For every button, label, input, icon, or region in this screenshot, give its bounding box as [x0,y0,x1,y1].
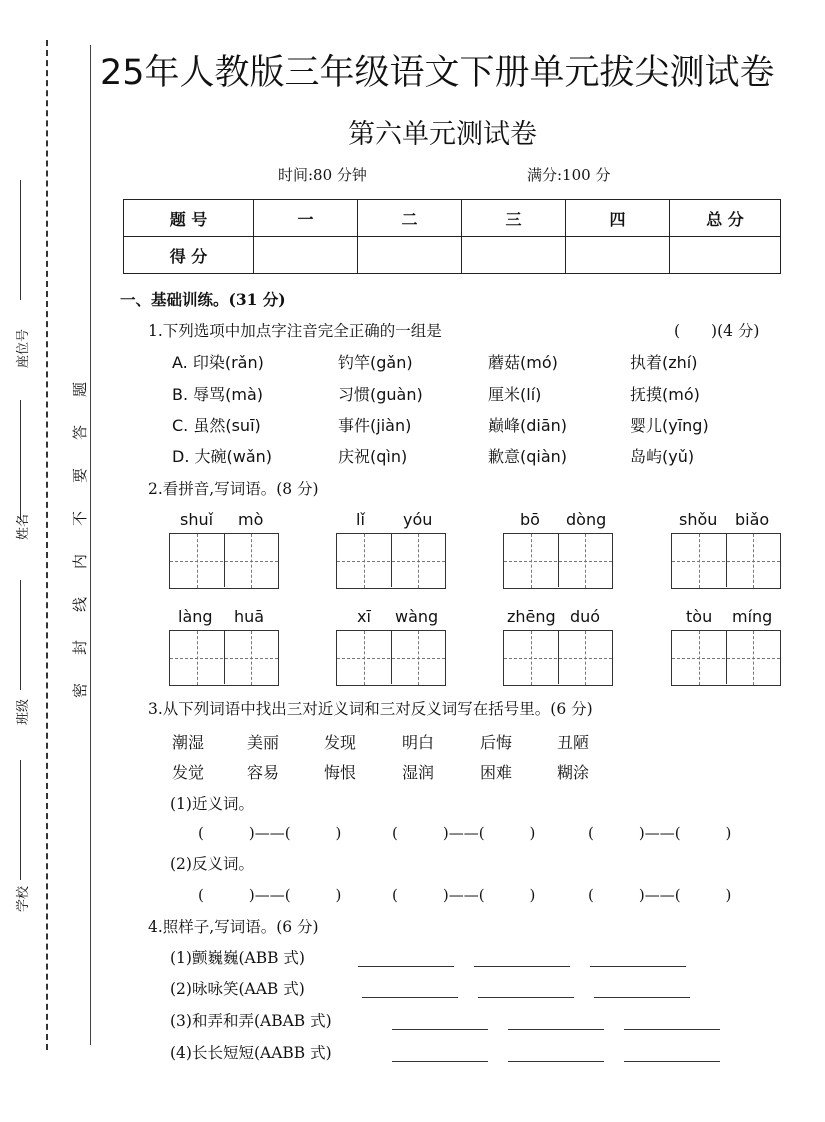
section-heading: 一、基础训练。(31 分) [120,290,286,309]
tianzige-box[interactable] [336,533,446,589]
q3-sub2: (2)反义词。 [170,855,254,873]
q3-answer-pair[interactable]: ( )——( ) [392,824,536,842]
q3-sub1: (1)近义词。 [170,795,254,813]
q4-answer-blank[interactable] [392,1060,488,1062]
page-subtitle: 第六单元测试卷 [348,119,537,150]
q2-pinyin: zhēng [507,607,556,626]
score-input-cell[interactable] [670,237,781,274]
q2-pinyin: dòng [566,510,607,529]
q3-word: 容易 [247,763,280,782]
q2-pinyin: xī [357,607,371,626]
binding-dashed-line [46,40,48,1050]
q4-item: (1)颤巍巍(ABB 式) [170,949,305,967]
score-header-cell: 总 分 [670,200,781,237]
exam-time: 时间:80 分钟 [278,166,367,184]
class-label: 班级 [16,698,31,725]
q4-answer-blank[interactable] [358,965,454,967]
q3-stem: 3.从下列词语中找出三对近义词和三对反义词写在括号里。(6 分) [148,700,593,718]
q2-pinyin: làng [178,607,213,626]
seal-char: 不 [71,510,90,527]
score-header-cell: 三 [462,200,566,237]
seat-label: 座位号 [16,328,31,368]
q4-stem: 4.照样子,写词语。(6 分) [148,918,319,936]
page-title: 25年人教版三年级语文下册单元拔尖测试卷 [100,53,775,93]
q4-answer-blank[interactable] [508,1060,604,1062]
q2-pinyin: biǎo [735,510,770,529]
tianzige-box[interactable] [169,630,279,686]
q1-option: 岛屿(yǔ) [630,447,695,466]
q4-answer-blank[interactable] [362,996,458,998]
name-label: 姓名 [16,513,31,540]
score-header-cell: 二 [358,200,462,237]
tianzige-box[interactable] [169,533,279,589]
q4-answer-blank[interactable] [590,965,686,967]
score-input-cell[interactable] [254,237,358,274]
q3-word: 后悔 [480,733,513,752]
q4-item: (2)咏咏笑(AAB 式) [170,980,305,998]
tianzige-box[interactable] [671,630,781,686]
score-table-header-row [124,200,781,237]
q2-pinyin: lǐ [356,510,365,529]
tianzige-box[interactable] [671,533,781,589]
q1-option: 巅峰(diān) [488,416,568,435]
q1-option: 歉意(qiàn) [488,447,568,466]
q3-word: 糊涂 [557,763,590,782]
q4-item: (3)和弄和弄(ABAB 式) [170,1012,332,1030]
q1-option: 习惯(guàn) [338,385,423,404]
q3-word: 发现 [324,733,357,752]
q4-answer-blank[interactable] [594,996,690,998]
q3-word: 潮湿 [172,733,205,752]
q2-pinyin: mò [238,510,264,529]
q1-option: 钓竿(gǎn) [338,353,413,372]
q3-word: 明白 [402,733,435,752]
q2-pinyin: shuǐ [180,510,214,529]
score-row-label: 得 分 [124,237,254,274]
q2-pinyin: tòu [686,607,713,626]
q1-option: 厘米(lí) [488,385,542,404]
q1-option: 执着(zhí) [630,353,698,372]
q4-answer-blank[interactable] [474,965,570,967]
score-table-row [124,237,781,274]
q1-option: 庆祝(qìn) [338,447,408,466]
q3-answer-pair[interactable]: ( )——( ) [588,886,732,904]
seat-underline [20,180,21,300]
q1-answer-paren[interactable]: ( )(4 分) [674,322,760,340]
q3-answer-pair[interactable]: ( )——( ) [588,824,732,842]
q3-answer-pair[interactable]: ( )——( ) [392,886,536,904]
q3-word: 悔恨 [324,763,357,782]
name-underline [20,400,21,520]
q1-option: 婴儿(yīng) [630,416,709,435]
exam-full-score: 满分:100 分 [527,166,611,184]
q1-option: B. 辱骂(mà) [172,385,264,404]
q2-pinyin: míng [732,607,773,626]
q1-option: D. 大碗(wǎn) [172,447,273,466]
q4-answer-blank[interactable] [508,1028,604,1030]
score-header-cell: 题 号 [124,200,254,237]
q2-pinyin: wàng [395,607,439,626]
q1-option: 抚摸(mó) [630,385,700,404]
seal-char: 题 [71,381,90,398]
seal-char: 要 [71,467,90,484]
q3-word: 丑陋 [557,733,590,752]
q3-word: 湿润 [402,763,435,782]
q4-item: (4)长长短短(AABB 式) [170,1044,332,1062]
q4-answer-blank[interactable] [392,1028,488,1030]
school-label: 学校 [16,885,31,912]
seal-char: 线 [71,596,90,613]
q3-word: 困难 [480,763,513,782]
school-underline [20,760,21,880]
binding-solid-line [90,45,91,1045]
q3-word: 发觉 [172,763,205,782]
seal-char: 内 [71,553,90,570]
seal-char: 答 [71,424,90,441]
q2-pinyin: duó [570,607,601,626]
q2-pinyin: shǒu [679,510,718,529]
q2-stem: 2.看拼音,写词语。(8 分) [148,480,319,498]
q2-pinyin: yóu [403,510,433,529]
q1-option: 蘑菇(mó) [488,353,558,372]
q2-pinyin: huā [234,607,265,626]
q1-option: 事件(jiàn) [338,416,412,435]
q4-answer-blank[interactable] [624,1060,720,1062]
score-input-cell[interactable] [566,237,670,274]
q2-pinyin: bō [520,510,540,529]
seal-char: 密 [71,682,90,699]
score-table [123,199,781,274]
tianzige-box[interactable] [503,533,613,589]
q3-answer-pair[interactable]: ( )——( ) [198,824,342,842]
score-header-cell: 四 [566,200,670,237]
tianzige-box[interactable] [336,630,446,686]
q1-stem: 1.下列选项中加点字注音完全正确的一组是 [148,322,442,340]
score-header-cell: 一 [254,200,358,237]
tianzige-box[interactable] [503,630,613,686]
score-input-cell[interactable] [358,237,462,274]
class-underline [20,580,21,690]
q4-answer-blank[interactable] [624,1028,720,1030]
q3-word: 美丽 [247,733,280,752]
q1-option: A. 印染(rǎn) [172,353,264,372]
seal-char: 封 [71,639,90,656]
q4-answer-blank[interactable] [478,996,574,998]
q3-answer-pair[interactable]: ( )——( ) [198,886,342,904]
score-input-cell[interactable] [462,237,566,274]
q1-option: C. 虽然(suī) [172,416,261,435]
